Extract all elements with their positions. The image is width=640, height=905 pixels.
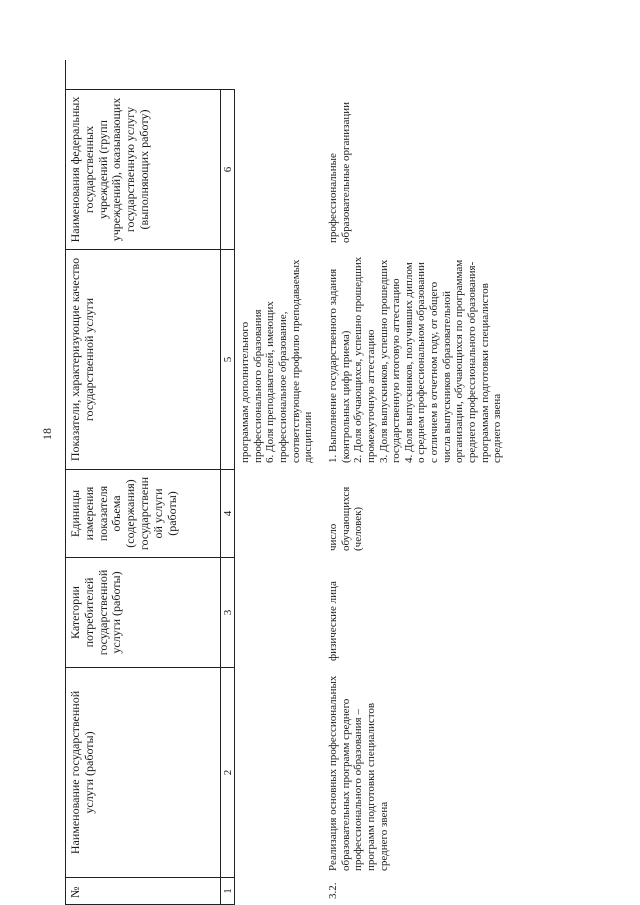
column-number: 2 [221, 667, 235, 877]
column-number: 6 [221, 89, 235, 249]
table-row [323, 60, 507, 905]
continuation-row [235, 60, 323, 905]
indicator-item: 2. Доля обучающихся, успешно прошедших промежуточную аттестацию [352, 256, 377, 463]
consumer-category: физические лица [327, 581, 339, 661]
continuation-indicators [235, 249, 323, 469]
institutions: профессиональные образовательные организации [327, 101, 352, 243]
unit-of-measure: число обучающихся (человек) [327, 486, 365, 551]
column-number: 5 [221, 249, 235, 469]
column-number: 3 [221, 557, 235, 667]
column-number: 4 [221, 469, 235, 557]
header-service-name: Наименование государственной услуги (работы) [66, 667, 221, 877]
column-number: 1 [221, 877, 235, 905]
header-number: № [66, 877, 221, 905]
indicator-item: 3. Доля выпускников, успешно прошедших государственную итоговую аттестацию [377, 259, 403, 463]
row-number: 3.2. [327, 882, 339, 899]
services-table [65, 60, 507, 905]
header-quality-indicators: Показатели, характеризующие качество государственной услуги [66, 249, 221, 469]
indicator-text: 6. Доля преподавателей, имеющих профессиональное образование, соответствующее профилю преподаваемых дисциплин [264, 259, 315, 463]
table-header-row [65, 60, 221, 905]
column-number-row [221, 60, 235, 905]
page-number: 18 [40, 428, 54, 440]
header-unit: Единицы измерения показателя объема (содержания) государственн ой услуги (работы) [66, 469, 221, 557]
service-name: Реализация основных профессиональных образовательных программ среднего профессионального образования – программ подготовки специалистов среднего звена [327, 675, 390, 871]
header-consumer-category: Категории потребителей государственной услуги (работы) [66, 557, 221, 667]
indicator-item: 1. Выполнение государственного задания (контрольных цифр приема) [327, 268, 352, 463]
header-institutions: Наименования федеральных государственных учреждений (групп учреждений), оказывающих государственную услугу (выполняющих работу) [66, 89, 221, 249]
indicator-text: программам дополнительного профессионального образования [239, 309, 264, 463]
quality-indicators [323, 249, 507, 469]
rotated-sheet [65, 0, 635, 905]
indicator-item: 4. Доля выпускников, получивших диплом о среднем профессиональном образовании с отличием в отчетном году, от общего числа выпускников образовательной организации, обучающихся по программам среднего профессионального образования- программам подготовки специалистов среднего звена [402, 259, 504, 463]
